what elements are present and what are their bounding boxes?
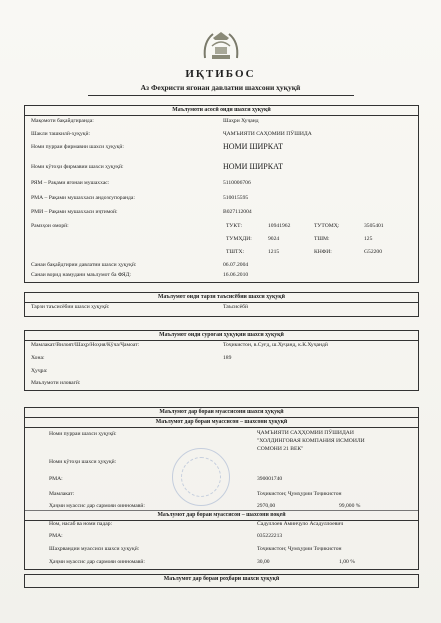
reg-date-value: 06.07.2004 bbox=[223, 262, 249, 268]
rma-value: 510015595 bbox=[223, 195, 249, 201]
founder-individual-name-label: Ном, насаб ва номи падар: bbox=[49, 521, 113, 527]
founder-individual-name-value: Садуллоев Аминҷуло Асадуллоевич bbox=[257, 521, 344, 527]
founder-legal-country-label: Мамлакат: bbox=[49, 491, 75, 497]
director-header: Маълумот дар бораи роҳбари шахси ҳуқуқӣ bbox=[163, 576, 280, 582]
stat-codes-label: Рамзҳои оморӣ: bbox=[31, 223, 69, 229]
founder-legal-name-line: СОМОНИ 21 ВЕК" bbox=[257, 446, 304, 452]
legal-form-value: ҶАМЪИЯТИ САҲОМИИ ПӮШИДА bbox=[223, 131, 312, 137]
formation-value: Таъсисёбӣ bbox=[223, 304, 248, 310]
official-stamp bbox=[172, 448, 230, 506]
house-label: Хона: bbox=[31, 355, 45, 361]
main-info-header: Маълумоти асосӣ оиди шахси ҳуқуқӣ bbox=[25, 106, 418, 116]
founder-individual-citizen-label: Шаҳрвандии муассиси шахси ҳуқуқӣ: bbox=[49, 546, 140, 552]
code-value: G52200 bbox=[364, 249, 383, 255]
code-name: ТУТОМҲ: bbox=[314, 223, 340, 229]
founder-individual-share-amount: 30,00 bbox=[257, 559, 270, 565]
address-label: Мамлакат/Вилоят/Шаҳр/Ноҳия/Кӯча/Ҷамоат: bbox=[31, 342, 140, 348]
rma-label: РМА – Рақами мушаххаси андозсупоранда: bbox=[31, 195, 135, 201]
founder-legal-name-line: "ХОЛДИНГОВАЯ КОМПАНИЯ ИСМОИЛИ bbox=[257, 438, 365, 444]
founder-legal-share-amount: 2970,00 bbox=[257, 503, 276, 509]
document-subtitle: Аз Феҳристи ягонаи давлатии шахсони ҳуқуқӣ bbox=[140, 83, 301, 92]
house-value: 189 bbox=[223, 355, 232, 361]
full-name-value: НОМИ ШИРКАТ bbox=[223, 142, 284, 151]
founder-legal-name-line: ҶАМЪИЯТИ САҲҲОМИИ ПӮШИДАИ bbox=[257, 430, 354, 436]
state-emblem bbox=[201, 28, 241, 64]
document-title: ИҚТИБОС bbox=[185, 68, 256, 80]
ryam-label: РЯМ – Рақами ягонаи мушаххас: bbox=[31, 180, 110, 186]
founder-legal-rma-label: РМА: bbox=[49, 476, 63, 482]
founder-legal-country-value: Тоҷикистон; Ҷумҳурии Тоҷикистон bbox=[257, 491, 342, 497]
registrar-label: Мақомоти бақайдгиранда: bbox=[31, 118, 94, 124]
founder-legal-name-label: Номи пурраи шахси ҳуқуқӣ: bbox=[49, 431, 117, 437]
reg-date-label: Санаи бақайдгирии давлатии шахси ҳуқуқӣ: bbox=[31, 262, 137, 268]
formation-section bbox=[24, 292, 419, 317]
code-value: 125 bbox=[364, 236, 373, 242]
ryam-value: 5110006706 bbox=[223, 180, 251, 186]
code-name: ТШТХ: bbox=[226, 249, 245, 255]
founder-legal-short-label: Номи кӯтоҳи шахси ҳуқуқӣ: bbox=[49, 459, 117, 465]
address-section bbox=[24, 330, 419, 391]
code-name: ТУМҲДИ: bbox=[226, 236, 252, 242]
short-name-label: Номи кӯтоҳи фирмавии шахси ҳуқуқӣ: bbox=[31, 164, 124, 170]
registrar-value: Шаҳри Хуҷанд bbox=[223, 118, 259, 124]
founder-individual-citizen-value: Тоҷикистон; Ҷумҳурии Тоҷикистон bbox=[257, 546, 342, 552]
formation-header: Маълумот оиди тарзи таъсисёбии шахси ҳуқуқӣ bbox=[25, 293, 418, 303]
entry-date-label: Санаи ворид намудани маълумот ба ФЯД: bbox=[31, 272, 131, 278]
additional-info-label: Маълумоти иловагӣ: bbox=[31, 380, 81, 386]
entry-date-value: 16.06.2010 bbox=[223, 272, 249, 278]
code-name: ТШМ: bbox=[314, 236, 330, 242]
founders-legal-header: Маълумот дар бораи муассисон – шахсони ҳуқуқӣ bbox=[25, 418, 418, 428]
full-name-label: Номи пурраи фирмавии шахси ҳуқуқӣ: bbox=[31, 144, 124, 150]
main-info-section bbox=[24, 105, 419, 283]
founders-header: Маълумот дар бораи муассисони шахси ҳуқуқӣ bbox=[25, 408, 418, 418]
founder-legal-share-label: Ҳаҷми муассис дар сармояи оинномавӣ: bbox=[49, 503, 145, 509]
founder-legal-share-percent: 99,000 % bbox=[339, 503, 361, 509]
founder-individual-share-label: Ҳаҷми муассис дар сармояи оинномавӣ: bbox=[49, 559, 145, 565]
code-value: 3505401 bbox=[364, 223, 384, 229]
address-value: Тоҷикистон, в.Суғд, ш.Хуҷанд, к.К.Хуҷандӣ bbox=[223, 342, 328, 348]
subtitle-rule bbox=[88, 95, 354, 96]
code-value: 9024 bbox=[268, 236, 280, 242]
address-header: Маълумот оиди суроғаи ҳуқуқии шахси ҳуқуқӣ bbox=[25, 331, 418, 341]
code-name: КНФИ: bbox=[314, 249, 332, 255]
rmi-value: В027112004 bbox=[223, 209, 252, 215]
rmi-label: РМИ – Рақами мушаххаси иҷтимоӣ: bbox=[31, 209, 118, 215]
director-section bbox=[24, 574, 419, 588]
founder-individual-rma-value: 035222213 bbox=[257, 533, 283, 539]
short-name-value: НОМИ ШИРКАТ bbox=[223, 162, 284, 171]
legal-form-label: Шакли ташкилӣ-ҳуқуқӣ: bbox=[31, 131, 91, 137]
formation-label: Тарзи таъсисёбии шахси ҳуқуқӣ: bbox=[31, 304, 110, 310]
founder-individual-rma-label: РМА: bbox=[49, 533, 63, 539]
founder-individual-share-percent: 1,00 % bbox=[339, 559, 355, 565]
room-label: Ҳуҷра: bbox=[31, 368, 48, 374]
founder-legal-rma-value: 390001740 bbox=[257, 476, 283, 482]
code-value: 1215 bbox=[268, 249, 280, 255]
founders-individual-header: Маълумот дар бораи муассисон – шахсони воқеӣ bbox=[25, 511, 418, 521]
code-name: ТУКТ: bbox=[226, 223, 243, 229]
code-value: 10941962 bbox=[268, 223, 291, 229]
